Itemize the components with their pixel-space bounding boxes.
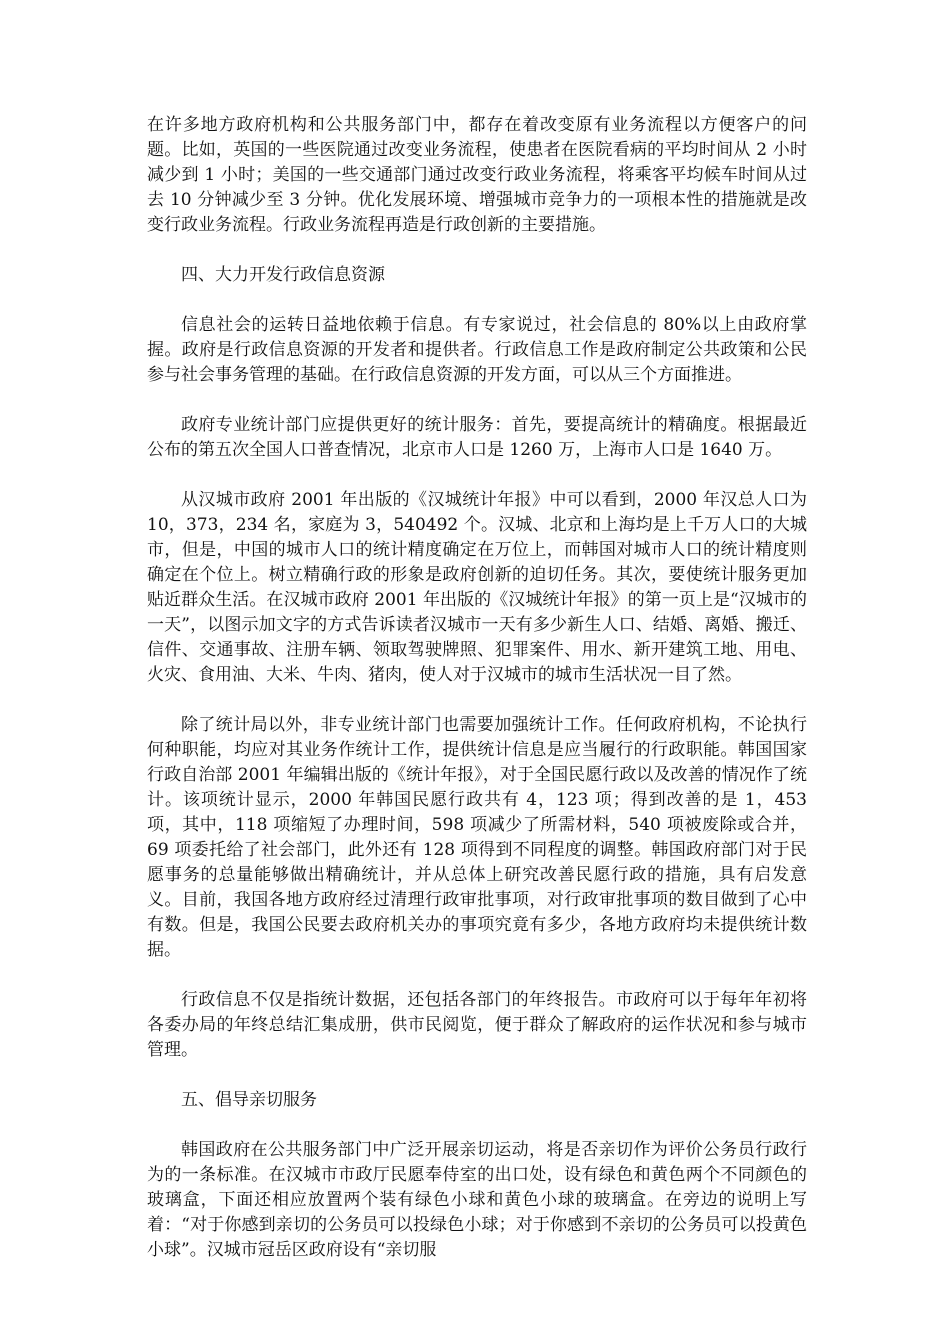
paragraph-process-reengineering: 在许多地方政府机构和公共服务部门中，都存在着改变原有业务流程以方便客户的问题。比如，英国的一些医院通过改变业务流程，使患者在医院看病的平均时间从 2 小时减少到 1 小时；美国的一些交通部门通过改变行政业务流程，将乘客平均候车时间从过去 10 分钟减少至 3 分钟。优化发展环境、增强城市竞争力的一项根本性的措施就是改变行政业务流程。行政业务流程再造是行政创新的主要措施。: [147, 115, 807, 235]
document-page: [147, 113, 807, 1263]
paragraph-seoul-statistics-yearbook: 从汉城市政府 2001 年出版的《汉城统计年报》中可以看到，2000 年汉总人口为 10，373，234 名，家庭为 3，540492 个。汉城、北京和上海均是上千万人口的大城市，但是，中国的城市人口的统计精度确定在万位上，而韩国对城市人口的统计精度则确定在个位上。树立精确行政的形象是政府创新的迫切任务。其次，要使统计服务更加贴近群众生活。在汉城市政府 2001 年出版的《汉城统计年报》的第一页上是“汉城市的一天”，以图示加文字的方式告诉读者汉城市一天有多少新生人口、结婚、离婚、搬迁、信件、交通事故、注册车辆、领取驾驶牌照、犯罪案件、用水、新开建筑工地、用电、火灾、食用油、大米、牛肉、猪肉，使人对于汉城市的城市生活状况一目了然。: [147, 490, 807, 685]
paragraph-korea-friendly-campaign: 韩国政府在公共服务部门中广泛开展亲切运动，将是否亲切作为评价公务员行政行为的一条标准。在汉城市市政厅民愿奉侍室的出口处，设有绿色和黄色两个不同颜色的玻璃盒，下面还相应放置两个装有绿色小球和黄色小球的玻璃盒。在旁边的说明上写着：“对于你感到亲切的公务员可以投绿色小球；对于你感到不亲切的公务员可以投黄色小球”。汉城市冠岳区政府设有“亲切服: [147, 1140, 807, 1260]
paragraph-annual-reports: 行政信息不仅是指统计数据，还包括各部门的年终报告。市政府可以于每年年初将各委办局的年终总结汇集成册，供市民阅览，便于群众了解政府的运作状况和参与城市管理。: [147, 990, 807, 1060]
section-heading-friendly-service: 五、倡导亲切服务: [181, 1090, 317, 1110]
paragraph-non-professional-statistics: 除了统计局以外，非专业统计部门也需要加强统计工作。任何政府机构，不论执行何种职能，均应对其业务作统计工作，提供统计信息是应当履行的行政职能。韩国国家行政自治部 2001 年编辑出版的《统计年报》，对于全国民愿行政以及改善的情况作了统计。该项统计显示，2000 年韩国民愿行政共有 4，123 项；得到改善的是 1，453 项，其中，118 项缩短了办理时间，598 项减少了所需材料，540 项被废除或合并，69 项委托给了社会部门，此外还有 128 项得到不同程度的调整。韩国政府部门对于民愿事务的总量能够做出精确统计，并从总体上研究改善民愿行政的措施，具有启发意义。目前，我国各地方政府经过清理行政审批事项，对行政审批事项的数目做到了心中有数。但是，我国公民要去政府机关办的事项究竟有多少，各地方政府均未提供统计数据。: [147, 715, 807, 960]
section-heading-information-resources: 四、大力开发行政信息资源: [181, 265, 385, 285]
paragraph-information-society: 信息社会的运转日益地依赖于信息。有专家说过，社会信息的 80%以上由政府掌握。政府是行政信息资源的开发者和提供者。行政信息工作是政府制定公共政策和公民参与社会事务管理的基础。在行政信息资源的开发方面，可以从三个方面推进。: [147, 315, 807, 385]
paragraph-statistics-service: 政府专业统计部门应提供更好的统计服务：首先，要提高统计的精确度。根据最近公布的第五次全国人口普查情况，北京市人口是 1260 万，上海市人口是 1640 万。: [147, 415, 807, 460]
